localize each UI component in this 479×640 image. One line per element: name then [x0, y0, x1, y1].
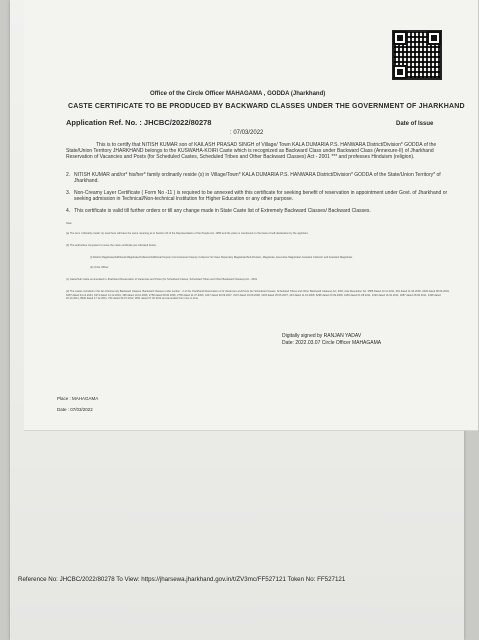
- office-heading: Office of the Circle Officer MAHAGAMA , GODDA (Jharkhand): [150, 91, 326, 97]
- certificate-item-3: [66, 190, 452, 203]
- note-label: Note:: [66, 222, 73, 225]
- certificate-title: CASTE CERTIFICATE TO BE PRODUCED BY BACKWARD CLASSES UNDER THE GOVERNMENT OF JHARKHAND: [68, 103, 465, 110]
- item-number: 4.: [66, 208, 71, 214]
- item-text: Non-Creamy Layer Certificate ( Form No -11 ) is required to be annexed with this certificate for seeking benefit of reservation in appointment under Govt. of Jharkhand or seeking admission in Technical/Non-technical Institution for Higher Education or any other purpose.: [74, 190, 448, 203]
- note-b-i: (i) District Magistrate/Additional Magistrate/Collector/Additional Deputy Commissioner/ Deputy Collector/ Ist Class Stipendary Magistrate/Sub-Division, Magistrate, Executive Magistrate/ Assistant Collector and Assistant Magistrate.: [90, 256, 353, 259]
- qr-code: [392, 30, 442, 80]
- item-number: 2.: [66, 172, 71, 178]
- item-number: 3.: [66, 190, 71, 196]
- place-label: Place : MAHAGAMA: [57, 396, 99, 401]
- date-of-issue: : 07/03/2022: [230, 130, 264, 136]
- certificate-paragraph-1: This is to certify that NITISH KUMAR son of KAILASH PRASAD SINGH of Village/ Town KALA DUMARIA P.S. HANWARA District/Division* GODDA of the State/Union Territory JHARKHAND belongs to the KUSWAHA-KOIRI Caste which is recognized as Backward Class under Backward Class (Annexure-II) of Jharkhand Reservation of Vacancies and Posts (for Scheduled Castes, Scheduled Tribes and Other Backward Classes) Act - 2001 *** and professes Hinduism (religion).: [66, 142, 437, 161]
- note-b: (b) The authorities competent to issue the caste certificate are indicated below:: [66, 244, 157, 247]
- digital-signature-name: Digitally signed by RANJAN YADAV: [282, 333, 362, 339]
- note-a: (a) The term 'ordinarily reside' (s) used here will have the same meaning as in Section 20 of the Representation of the People Act, 1950 and the place is mentioned on the basis of self-declaration by the applicant.: [66, 232, 309, 235]
- digital-signature-date: Date: 2022.03.07 Circle Officer MAHAGAMA: [282, 340, 382, 346]
- note-b-ii: (ii) Circle Officer: [90, 266, 109, 269]
- date-label: Date : 07/03/2022: [57, 407, 93, 412]
- certificate-item-2: [66, 172, 452, 185]
- application-ref: Application Ref. No. : JHCBC/2022/80278: [66, 118, 212, 127]
- certificate-item-4: [66, 208, 452, 214]
- date-of-issue-label: Date of Issue: [396, 121, 434, 127]
- note-c: (c) Caste/Sub Caste enumerated in Jharkhand Reservation of Vacancies and Posts (for Scheduled Castes, Scheduled Tribes and Other Backward Classes) Act - 2001: [66, 278, 258, 281]
- item-text: NITISH KUMAR and/or* his/her* family ordinarily reside (s) in Village/Town* KALA DUMARIA P.S. HANWARA District/Division* GODDA of the State/Union Territory* of Jharkhand.: [74, 172, 441, 185]
- item-text: This certificate is valid till further orders or till any change made in State Caste list of Extremely Backward Classes/ Backward Classes.: [74, 208, 371, 214]
- reference-footer: Reference No: JHCBC/2022/80278 To View: https://jharsewa.jharkhand.gov.in/t/ZV3mc/FF527121 Token No: FF527121: [18, 576, 346, 583]
- note-d: (d) The castes included in the list of Extremely Backward Classes, Backward Classes under section - 2 of the Jharkhand Reservation of of Vacancies and Posts (for Scheduled Castes, Scheduled Tribes and Other Backward Classes) Act, 2001 vide Resolution No. 3585 Dated 10.11.2011, 391 dated 11.02.2003, 3436 dated 08.06.2004, 6257 dated 04.12.2004, 6374 dated 14.12.2004, 498 dated 19.01.2006, 2759 dated 08.06.2006, 2765 dated 11.07.2006, 4447 dated 29.09.2007, 3197 dated 04.09.2008, 1306 dated 25.05.2007, 243 dated 11.01.2008, 6298 dated 23.09.2008, 4453 dated 01.08.2011, 1626 dated 16.04.2011, 3087 dated 28.06.2011, 1438 dated 20.10.2011, 8992 dated 17.12.2011, 794 dated 30.07.2012, 2811 dated 07.03.2012 and amended from time to time.: [66, 290, 450, 301]
